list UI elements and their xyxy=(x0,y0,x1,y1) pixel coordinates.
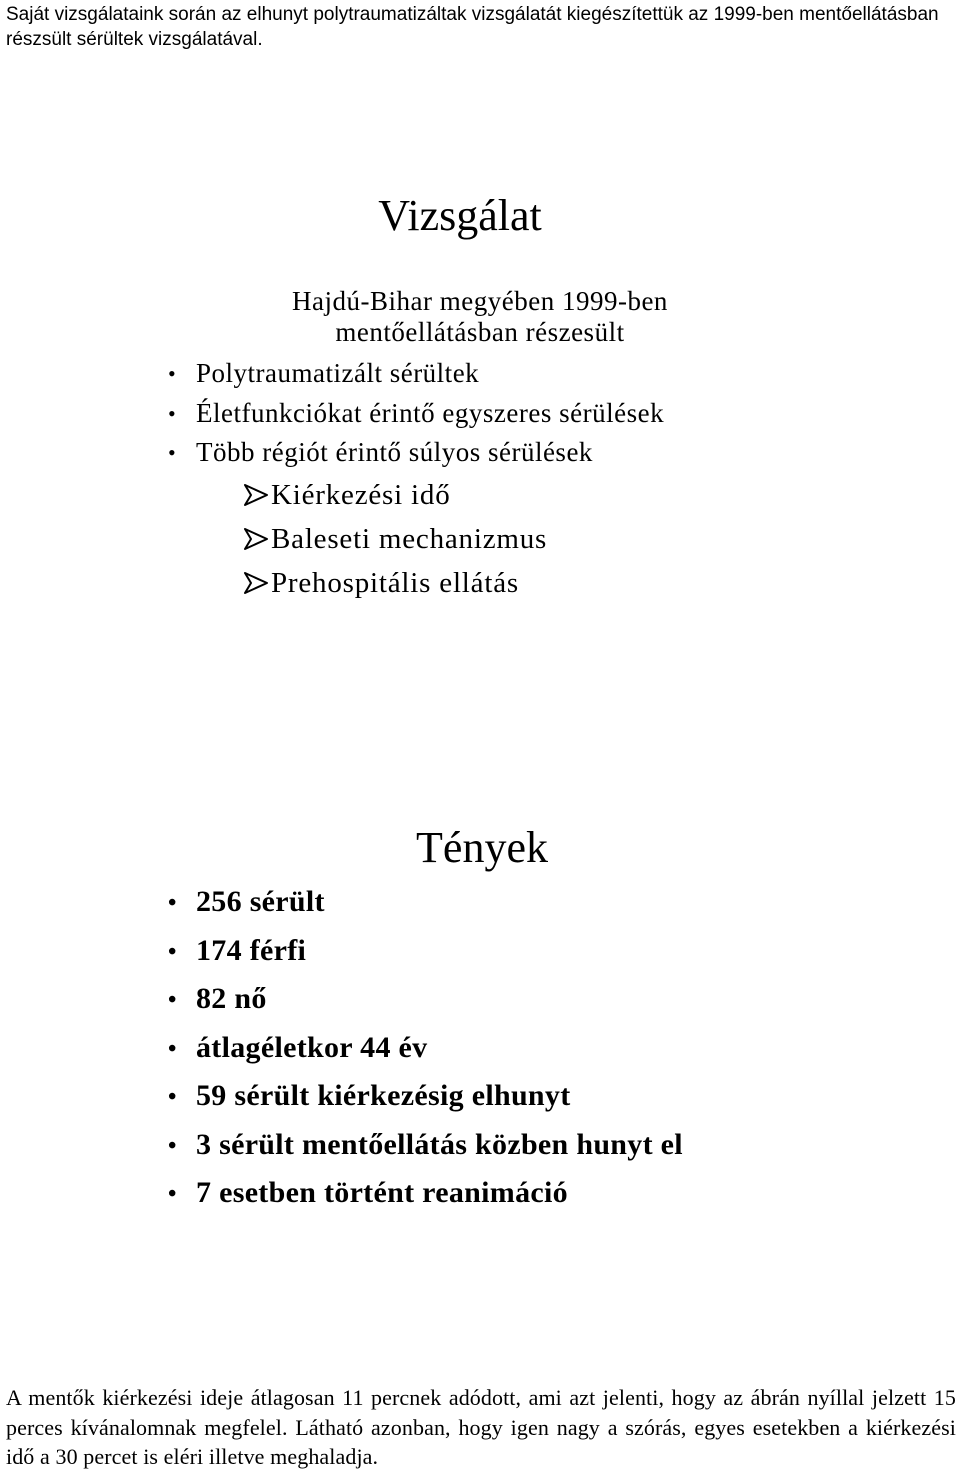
slide-title-vizsgalat: Vizsgálat xyxy=(378,191,542,240)
arrow-right-icon xyxy=(243,527,269,551)
list-item xyxy=(168,394,664,434)
list-item xyxy=(168,433,664,473)
subtitle-line: Hajdú-Bihar megyében 1999-ben xyxy=(292,286,668,316)
bullet-dot-icon: • xyxy=(168,987,177,1013)
slide-title-tenyek: Tények xyxy=(416,823,548,872)
sub-list-item-label: Kiérkezési idő xyxy=(271,479,451,511)
list-item-label: átlagéletkor 44 év xyxy=(196,1030,428,1064)
list-item-label: Életfunkciókat érintő egyszeres sérülések xyxy=(196,397,665,428)
subtitle-line: mentőellátásban részesült xyxy=(335,317,625,347)
sub-list-item xyxy=(243,473,547,517)
sub-list-item xyxy=(243,561,547,605)
bullet-dot-icon: • xyxy=(168,890,177,916)
slide-subtitle xyxy=(0,286,960,348)
bullet-dot-icon: • xyxy=(168,400,177,426)
list-item xyxy=(168,1024,683,1073)
list-item-label: Polytraumatizált sérültek xyxy=(196,358,480,388)
arrow-right-icon xyxy=(243,571,269,595)
study-sub-bullet-list xyxy=(243,473,547,605)
list-item xyxy=(168,975,683,1024)
list-item-label: 174 férfi xyxy=(196,933,307,967)
list-item xyxy=(168,927,683,976)
list-item-label: Több régiót érintő súlyos sérülések xyxy=(196,437,593,467)
study-bullet-list xyxy=(168,354,664,473)
arrow-right-icon xyxy=(243,483,269,507)
intro-paragraph: Saját vizsgálataink során az elhunyt polytraumatizáltak vizsgálatát kiegészítettük az 1999-ben mentőellátásban részsült sérültek vizsgálatával. xyxy=(6,4,939,50)
list-item-label: 7 esetben történt reanimáció xyxy=(196,1176,568,1209)
bullet-dot-icon: • xyxy=(168,938,177,965)
list-item-label: 3 sérült mentőellátás közben hunyt el xyxy=(196,1127,683,1161)
bullet-dot-icon: • xyxy=(168,1132,177,1159)
facts-bullet-list xyxy=(168,878,683,1218)
list-item-label: 256 sérült xyxy=(196,885,325,918)
list-item xyxy=(168,878,683,927)
bullet-dot-icon: • xyxy=(168,1084,177,1110)
bullet-dot-icon: • xyxy=(168,1035,177,1062)
list-item xyxy=(168,1169,683,1218)
sub-list-item-label: Prehospitális ellátás xyxy=(271,567,519,599)
closing-paragraph: A mentők kiérkezési ideje átlagosan 11 percnek adódott, ami azt jelenti, hogy az ábrán nyíllal jelzett 15 perces kívánalomnak megfelel. Látható azonban, hogy igen nagy a szórás, egyes esetekben a kiérkezési idő a 30 percet is eléri illetve meghaladja. xyxy=(6,1385,956,1469)
list-item xyxy=(168,1072,683,1121)
list-item-label: 59 sérült kiérkezésig elhunyt xyxy=(196,1079,571,1112)
list-item-label: 82 nő xyxy=(196,982,267,1015)
bullet-dot-icon: • xyxy=(168,440,177,465)
list-item xyxy=(168,1121,683,1170)
bullet-dot-icon: • xyxy=(168,1181,177,1207)
sub-list-item-label: Baleseti mechanizmus xyxy=(271,523,548,555)
sub-list-item xyxy=(243,517,547,561)
bullet-dot-icon: • xyxy=(168,361,177,386)
list-item xyxy=(168,354,664,394)
